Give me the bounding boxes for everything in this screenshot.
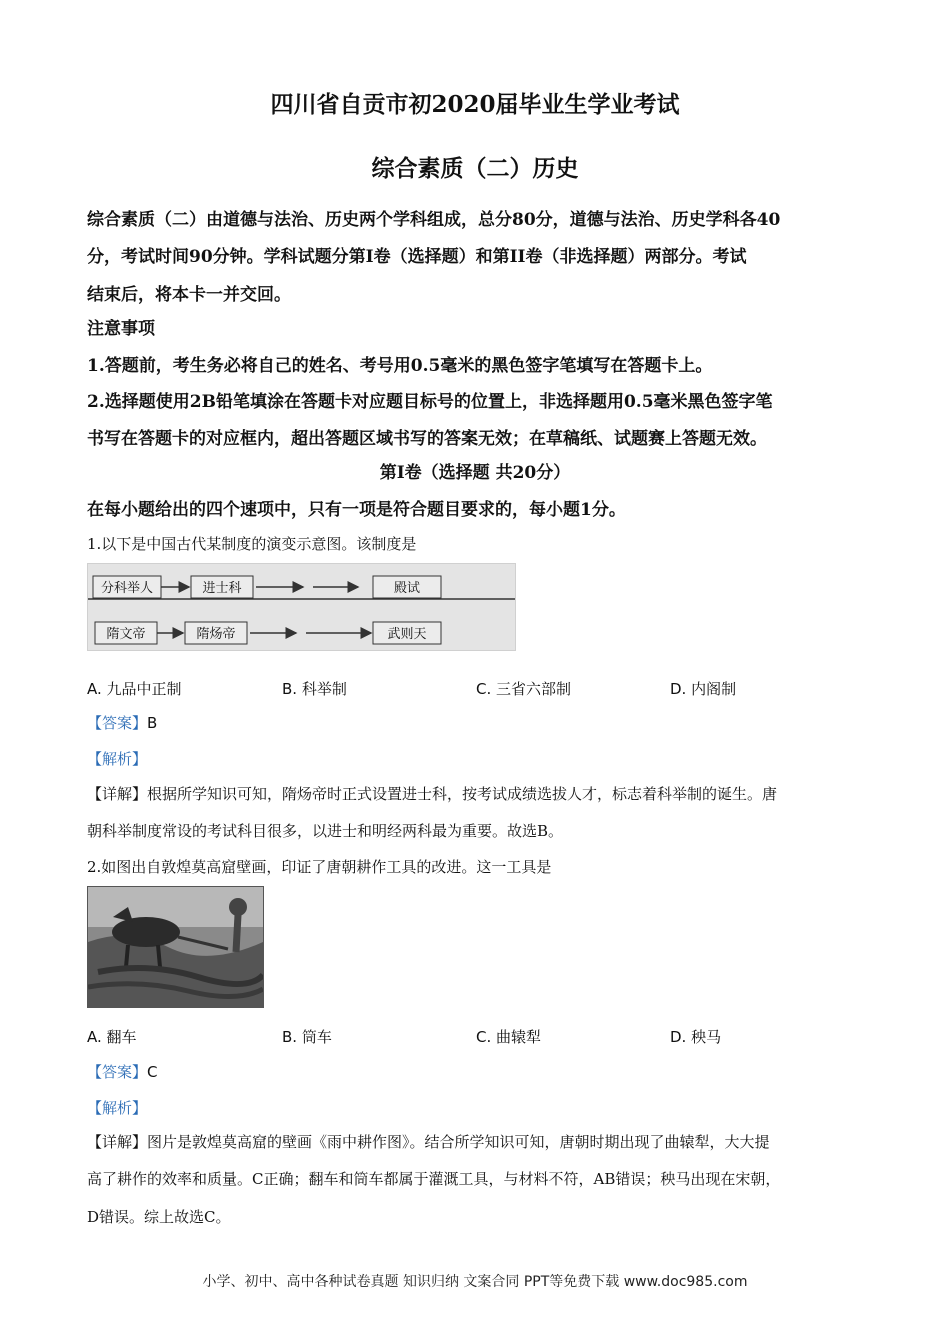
intro-line-1: 综合素质（二）由道德与法治、历史两个学科组成，总分80分，道德与法治、历史学科各40 xyxy=(87,210,781,230)
q2-option-b: B. 筒车 xyxy=(282,1028,332,1046)
diagram-label-3: 殿试 xyxy=(393,581,421,596)
question-2-stem: 2.如图出自敦煌莫高窟壁画，印证了唐朝耕作工具的改进。这一工具是 xyxy=(87,858,552,876)
q2-detail-line-3: D错误。综上故选C。 xyxy=(87,1208,231,1226)
q1-option-a: A. 九品中正制 xyxy=(87,680,182,698)
section-instruction: 在每小题给出的四个速项中，只有一项是符合题目要求的，每小题1分。 xyxy=(87,500,626,520)
diagram-label-6: 武则天 xyxy=(387,627,427,642)
ox-figure xyxy=(112,917,180,947)
document-subtitle: 综合素质（二）历史 xyxy=(371,155,579,182)
q2-answer-value: C xyxy=(147,1063,158,1081)
q1-answer-label: 【答案】 xyxy=(87,714,148,732)
q1-option-c: C. 三省六部制 xyxy=(476,680,572,698)
q2-analysis-label: 【解析】 xyxy=(87,1099,148,1117)
diagram-svg xyxy=(88,564,515,650)
notice-heading: 注意事项 xyxy=(87,319,155,339)
q2-detail-line-2: 高了耕作的效率和质量。C正确；翻车和筒车都属于灌溉工具，与材料不符，AB错误；秧马出现在宋朝， xyxy=(87,1170,781,1188)
farmer-figure xyxy=(229,898,247,916)
q2-answer-label: 【答案】 xyxy=(87,1063,148,1081)
notice-line-3: 书写在答题卡的对应框内，超出答题区域书写的答案无效；在草稿纸、试题赛上答题无效。 xyxy=(87,429,767,449)
q1-detail-line-2: 朝科举制度常设的考试科目很多，以进士和明经两科最为重要。故选B。 xyxy=(87,822,564,840)
q1-detail-line-1: 【详解】根据所学知识可知，隋炀帝时正式设置进士科，按考试成绩选拔人才，标志着科举制的诞生。唐 xyxy=(87,785,778,803)
mural-image xyxy=(87,886,264,1008)
page-footer: 小学、初中、高中各种试卷真题 知识归纳 文案合同 PPT等免费下载 www.doc985.com xyxy=(202,1274,748,1290)
q2-answer xyxy=(87,1061,158,1082)
diagram-label-5: 隋炀帝 xyxy=(196,627,236,642)
diagram-label-1: 分科举人 xyxy=(100,581,154,596)
q1-answer-value: B xyxy=(147,714,158,732)
question-1-stem: 1.以下是中国古代某制度的演变示意图。该制度是 xyxy=(87,535,417,553)
q2-detail-line-1: 【详解】图片是敦煌莫高窟的壁画《雨中耕作图》。结合所学知识可知，唐朝时期出现了曲辕犁，大大提 xyxy=(87,1133,770,1151)
notice-line-2: 2.选择题使用2B铅笔填涂在答题卡对应题目标号的位置上，非选择题用0.5毫米黑色签字笔 xyxy=(87,392,773,412)
mural-svg xyxy=(88,887,263,1007)
intro-line-3: 结束后，将本卡一并交回。 xyxy=(87,285,291,305)
q2-option-a: A. 翻车 xyxy=(87,1028,137,1046)
intro-line-2: 分，考试时间90分钟。学科试题分第I卷（选择题）和第II卷（非选择题）两部分。考试 xyxy=(87,247,747,267)
exam-system-diagram xyxy=(87,563,516,651)
q2-option-c: C. 曲辕犁 xyxy=(476,1028,542,1046)
section-title: 第I卷（选择题 共20分） xyxy=(379,463,571,483)
q2-option-d: D. 秧马 xyxy=(670,1028,722,1046)
document-title: 四川省自贡市初2020届毕业生学业考试 xyxy=(270,91,680,118)
diagram-label-2: 进士科 xyxy=(202,581,242,596)
q1-option-b: B. 科举制 xyxy=(282,680,347,698)
notice-line-1: 1.答题前，考生务必将自己的姓名、考号用0.5毫米的黑色签字笔填写在答题卡上。 xyxy=(87,356,713,376)
q1-analysis-label: 【解析】 xyxy=(87,750,148,768)
q1-answer xyxy=(87,712,157,733)
q1-option-d: D. 内阁制 xyxy=(670,680,737,698)
diagram-label-4: 隋文帝 xyxy=(106,627,146,642)
